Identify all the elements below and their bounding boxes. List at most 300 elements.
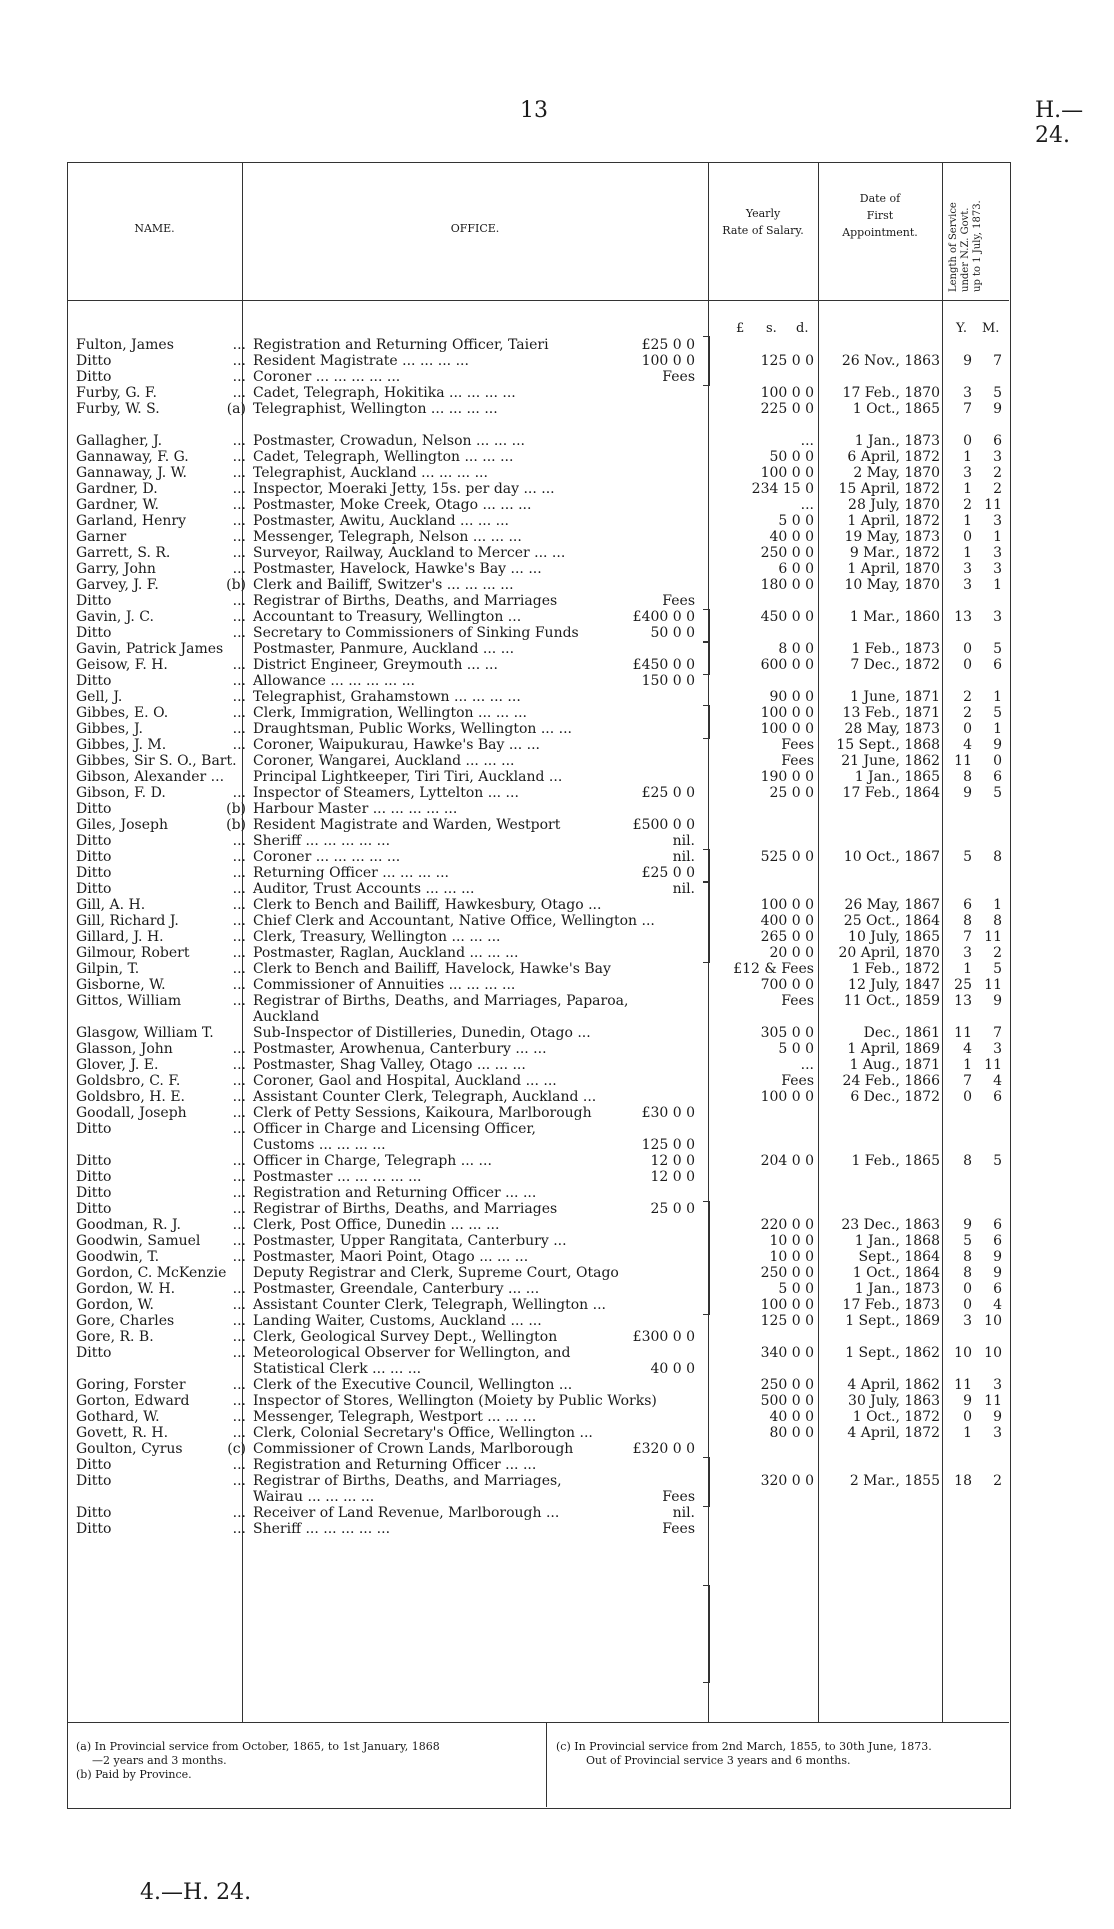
amount-cell: £300 0 0 [632,1329,695,1345]
months-cell: 9 [993,993,1002,1009]
salary-cell: 234 15 0 [751,481,814,497]
years-cell: 18 [954,1473,972,1489]
mark-cell: ... [232,1521,246,1537]
office-cell: Messenger, Telegraph, Nelson ... ... ... [253,529,522,545]
name-cell: Gavin, Patrick James [76,641,224,657]
date-cell: 1 Jan., 1865 [854,769,940,785]
date-cell: 13 Feb., 1871 [842,705,940,721]
header-date-line: First [866,209,894,222]
amount-cell: nil. [672,1505,695,1521]
date-cell: 1 Sept., 1862 [845,1345,940,1361]
amount-cell: £500 0 0 [632,817,695,833]
name-cell: Gordon, C. McKenzie [76,1265,227,1281]
office-cell: Inspector of Steamers, Lyttelton ... ... [253,785,519,801]
office-cell: Clerk of the Executive Council, Wellington ... [253,1377,573,1393]
header-service-line: under N.Z. Govt. [960,207,971,292]
years-cell: 8 [963,1249,972,1265]
salary-cell: Fees [781,737,814,753]
mark-cell: ... [232,945,246,961]
mark-cell: ... [232,545,246,561]
name-cell: Garry, John [76,561,156,577]
months-cell: 5 [993,641,1002,657]
years-cell: 9 [963,1217,972,1233]
office-cell: Postmaster, Upper Rangitata, Canterbury ... [253,1233,567,1249]
months-cell: 6 [993,1089,1002,1105]
mark-cell: ... [232,609,246,625]
unit-pence: d. [796,321,809,336]
years-cell: 6 [963,897,972,913]
date-cell: 15 Sept., 1868 [836,737,940,753]
date-cell: 1 Feb., 1872 [851,961,940,977]
date-cell: 17 Feb., 1870 [842,385,940,401]
office-cell: Landing Waiter, Customs, Auckland ... ... [253,1313,542,1329]
salary-cell: 320 0 0 [760,1473,814,1489]
office-cell: Statistical Clerk ... ... ... [253,1361,422,1377]
months-cell: 10 [984,1313,1002,1329]
date-cell: 7 Dec., 1872 [850,657,940,673]
name-cell: Gannaway, F. G. [76,449,189,465]
header-salary [708,205,818,239]
months-cell: 1 [993,897,1002,913]
header-salary-line: Yearly [745,207,781,220]
name-cell: Gothard, W. [76,1409,160,1425]
date-cell: 26 Nov., 1863 [841,353,940,369]
office-cell: Clerk, Immigration, Wellington ... ... ... [253,705,527,721]
office-cell: Auckland [253,1009,320,1025]
date-cell: 4 April, 1872 [847,1425,940,1441]
months-cell: 6 [993,1217,1002,1233]
amount-cell: 12 0 0 [650,1153,695,1169]
years-cell: 11 [954,753,972,769]
years-cell: 8 [963,1153,972,1169]
date-cell: 1 Jan., 1868 [854,1233,940,1249]
amount-cell: nil. [672,833,695,849]
years-cell: 3 [963,945,972,961]
amount-cell: 100 0 0 [641,353,695,369]
salary-cell: 5 0 0 [778,1041,814,1057]
unit-years: Y. [956,321,968,336]
mark-cell: ... [232,1313,246,1329]
name-cell: Garner [76,529,127,545]
years-cell: 8 [963,1265,972,1281]
years-cell: 0 [963,721,972,737]
name-cell: Furby, G. F. [76,385,157,401]
date-cell: 2 Mar., 1855 [849,1473,940,1489]
name-cell: Gittos, William [76,993,182,1009]
mark-cell: ... [232,1473,246,1489]
date-cell: 1 Feb., 1865 [851,1153,940,1169]
salary-cell: 10 0 0 [769,1233,814,1249]
salary-cell: 250 0 0 [760,545,814,561]
date-cell: 1 Oct., 1864 [852,1265,940,1281]
name-cell: Gisborne, W. [76,977,166,993]
name-cell: Gallagher, J. [76,433,163,449]
name-cell: Gibson, Alexander ... [76,769,225,785]
office-cell: Cadet, Telegraph, Hokitika ... ... ... ... [253,385,516,401]
months-cell: 3 [993,513,1002,529]
mark-cell: ... [232,1185,246,1201]
mark-cell: ... [232,865,246,881]
mark-cell: ... [232,1153,246,1169]
months-cell: 9 [993,1249,1002,1265]
date-cell: 1 April, 1869 [847,1041,940,1057]
office-cell: Registration and Returning Officer ... ... [253,1185,537,1201]
months-cell: 3 [993,1377,1002,1393]
months-cell: 9 [993,401,1002,417]
mark-cell: ... [232,993,246,1009]
amount-cell: Fees [662,1489,695,1505]
office-cell: Draughtsman, Public Works, Wellington ... ... [253,721,572,737]
mark-cell: ... [232,1297,246,1313]
name-cell: Ditto [76,1169,112,1185]
mark-cell: ... [232,929,246,945]
name-cell: Gibson, F. D. [76,785,166,801]
header-office: OFFICE. [450,222,500,235]
salary-cell: 204 0 0 [760,1153,814,1169]
name-cell: Govett, R. H. [76,1425,169,1441]
header-salary-line: Rate of Salary. [722,224,804,237]
salary-cell: 5 0 0 [778,513,814,529]
office-cell: Resident Magistrate and Warden, Westport [253,817,561,833]
name-cell: Ditto [76,673,112,689]
amount-cell: 25 0 0 [650,1201,695,1217]
amount-cell: £30 0 0 [641,1105,695,1121]
salary-cell: ... [800,433,814,449]
years-cell: 3 [963,465,972,481]
months-cell: 6 [993,657,1002,673]
mark-cell: (b) [226,801,246,817]
name-cell: Garvey, J. F. [76,577,159,593]
name-cell: Gannaway, J. W. [76,465,188,481]
name-cell: Gillard, J. H. [76,929,164,945]
office-cell: Coroner, Waipukurau, Hawke's Bay ... ... [253,737,540,753]
office-cell: Receiver of Land Revenue, Marlborough ... [253,1505,560,1521]
name-cell: Gavin, J. C. [76,609,154,625]
name-cell: Goldsbro, H. E. [76,1089,185,1105]
months-cell: 2 [993,1473,1002,1489]
office-cell: Clerk, Post Office, Dunedin ... ... ... [253,1217,500,1233]
date-cell: 28 May, 1873 [844,721,940,737]
office-cell: Registrar of Births, Deaths, and Marriages [253,1201,558,1217]
name-cell: Gardner, W. [76,497,159,513]
mark-cell: ... [232,1041,246,1057]
name-cell: Goodwin, T. [76,1249,160,1265]
amount-cell: Fees [662,1521,695,1537]
office-cell: Coroner, Gaol and Hospital, Auckland ... ... [253,1073,557,1089]
mark-cell: ... [232,385,246,401]
years-cell: 0 [963,1281,972,1297]
years-cell: 0 [963,529,972,545]
column-divider [818,162,819,1722]
salary-cell: 8 0 0 [778,641,814,657]
months-cell: 8 [993,913,1002,929]
salary-cell: 100 0 0 [760,1297,814,1313]
amount-cell: Fees [662,593,695,609]
office-cell: Postmaster, Maori Point, Otago ... ... ... [253,1249,529,1265]
mark-cell: (a) [226,401,246,417]
date-cell: 10 May, 1870 [844,577,940,593]
months-cell: 3 [993,1425,1002,1441]
years-cell: 10 [954,1345,972,1361]
years-cell: 1 [963,449,972,465]
salary-cell: 100 0 0 [760,721,814,737]
office-cell: Registrar of Births, Deaths, and Marriages, Paparoa, [253,993,629,1009]
months-cell: 5 [993,1153,1002,1169]
header-service [948,172,984,292]
salary-cell: £12 & Fees [733,961,814,977]
date-cell: 30 July, 1863 [848,1393,940,1409]
mark-cell: ... [232,449,246,465]
salary-cell: 10 0 0 [769,1249,814,1265]
amount-cell: 50 0 0 [650,625,695,641]
years-cell: 8 [963,769,972,785]
amount-cell: 40 0 0 [650,1361,695,1377]
months-cell: 11 [984,1393,1002,1409]
office-cell: Postmaster, Raglan, Auckland ... ... ... [253,945,519,961]
date-cell: 28 July, 1870 [848,497,940,513]
months-cell: 11 [984,497,1002,513]
office-cell: Clerk, Geological Survey Dept., Wellington [253,1329,558,1345]
name-cell: Gibbes, E. O. [76,705,169,721]
years-cell: 1 [963,513,972,529]
date-cell: 12 July, 1847 [848,977,940,993]
mark-cell: ... [232,1425,246,1441]
mark-cell: ... [232,1281,246,1297]
office-cell: Assistant Counter Clerk, Telegraph, Wellington ... [253,1297,606,1313]
office-cell: Telegraphist, Grahamstown ... ... ... ... [253,689,521,705]
months-cell: 3 [993,609,1002,625]
header-date [818,190,942,241]
months-cell: 6 [993,433,1002,449]
mark-cell: ... [232,657,246,673]
salary-cell: 600 0 0 [760,657,814,673]
office-cell: Postmaster, Havelock, Hawke's Bay ... ... [253,561,542,577]
mark-cell: ... [232,1377,246,1393]
date-cell: 1 Jan., 1873 [854,1281,940,1297]
office-cell: Registrar of Births, Deaths, and Marriages [253,593,558,609]
months-cell: 4 [993,1073,1002,1089]
office-cell: Auditor, Trust Accounts ... ... ... [253,881,475,897]
name-cell: Ditto [76,1121,112,1137]
months-cell: 3 [993,449,1002,465]
office-cell: Postmaster, Shag Valley, Otago ... ... ... [253,1057,526,1073]
office-cell: Sheriff ... ... ... ... ... [253,833,391,849]
office-cell: Officer in Charge, Telegraph ... ... [253,1153,492,1169]
document-code: H.—24. [1035,98,1084,148]
mark-cell: ... [232,849,246,865]
months-cell: 3 [993,545,1002,561]
unit-months: M. [982,321,1000,336]
date-cell: 21 June, 1862 [841,753,940,769]
brace [703,641,710,675]
date-cell: 23 Dec., 1863 [841,1217,940,1233]
name-cell: Goulton, Cyrus [76,1441,183,1457]
column-divider [942,162,943,1722]
years-cell: 2 [963,705,972,721]
office-cell: Sub-Inspector of Distilleries, Dunedin, Otago ... [253,1025,591,1041]
months-cell: 9 [993,737,1002,753]
salary-cell: 125 0 0 [760,1313,814,1329]
salary-cell: 100 0 0 [760,705,814,721]
mark-cell: ... [232,1393,246,1409]
salary-cell: 80 0 0 [769,1425,814,1441]
name-cell: Ditto [76,865,112,881]
amount-cell: £400 0 0 [632,609,695,625]
page-number: 13 [520,98,548,123]
amount-cell: Fees [662,369,695,385]
salary-cell: Fees [781,753,814,769]
name-cell: Ditto [76,1153,112,1169]
name-cell: Glover, J. E. [76,1057,159,1073]
salary-cell: 340 0 0 [760,1345,814,1361]
date-cell: 6 April, 1872 [847,449,940,465]
office-cell: Postmaster ... ... ... ... ... [253,1169,422,1185]
months-cell: 0 [993,753,1002,769]
name-cell: Ditto [76,1457,112,1473]
brace [703,609,710,643]
salary-cell: 250 0 0 [760,1265,814,1281]
office-cell: Clerk, Colonial Secretary's Office, Wellington ... [253,1425,593,1441]
footnote-c [556,1740,1004,1768]
mark-cell: ... [232,1057,246,1073]
salary-cell: 5 0 0 [778,1281,814,1297]
mark-cell: ... [232,465,246,481]
months-cell: 11 [984,1057,1002,1073]
years-cell: 9 [963,1393,972,1409]
mark-cell: ... [232,1169,246,1185]
months-cell: 1 [993,529,1002,545]
amount-cell: nil. [672,849,695,865]
months-cell: 6 [993,1281,1002,1297]
years-cell: 7 [963,401,972,417]
header-name: NAME. [134,222,175,235]
mark-cell: ... [232,1457,246,1473]
months-cell: 2 [993,465,1002,481]
office-cell: Surveyor, Railway, Auckland to Mercer ... ... [253,545,566,561]
mark-cell: ... [232,977,246,993]
date-cell: 1 Oct., 1872 [852,1409,940,1425]
salary-cell: 400 0 0 [760,913,814,929]
office-cell: Clerk, Treasury, Wellington ... ... ... [253,929,501,945]
months-cell: 10 [984,1345,1002,1361]
office-cell: Customs ... ... ... ... [253,1137,386,1153]
office-cell: Registration and Returning Officer ... ... [253,1457,537,1473]
amount-cell: £320 0 0 [632,1441,695,1457]
months-cell: 5 [993,705,1002,721]
mark-cell: ... [232,561,246,577]
date-cell: 20 April, 1870 [838,945,940,961]
office-cell: Cadet, Telegraph, Wellington ... ... ... [253,449,514,465]
name-cell: Goodman, R. J. [76,1217,181,1233]
footnote-a-line: —2 years and 3 months. [92,1754,227,1767]
name-cell: Ditto [76,1521,112,1537]
header-service-line: Length of Service [948,202,959,292]
name-cell: Ditto [76,1185,112,1201]
mark-cell: ... [232,689,246,705]
mark-cell: ... [232,1217,246,1233]
header-date-line: Date of [859,192,901,205]
office-cell: Clerk to Bench and Bailiff, Hawkesbury, Otago ... [253,897,602,913]
salary-cell: 6 0 0 [778,561,814,577]
office-cell: Assistant Counter Clerk, Telegraph, Auckland ... [253,1089,597,1105]
mark-cell: ... [232,705,246,721]
name-cell: Ditto [76,881,112,897]
date-cell: 9 Mar., 1872 [849,545,940,561]
months-cell: 9 [993,1265,1002,1281]
months-cell: 9 [993,1409,1002,1425]
mark-cell: ... [232,1073,246,1089]
years-cell: 0 [963,1409,972,1425]
name-cell: Gore, Charles [76,1313,175,1329]
mark-cell: ... [232,481,246,497]
date-cell: 10 Oct., 1867 [843,849,940,865]
name-cell: Ditto [76,833,112,849]
months-cell: 1 [993,577,1002,593]
office-cell: Resident Magistrate ... ... ... ... [253,353,469,369]
date-cell: 25 Oct., 1864 [843,913,940,929]
date-cell: 24 Feb., 1866 [842,1073,940,1089]
months-cell: 3 [993,561,1002,577]
name-cell: Gilpin, T. [76,961,140,977]
months-cell: 11 [984,977,1002,993]
date-cell: Sept., 1864 [858,1249,940,1265]
amount-cell: £450 0 0 [632,657,695,673]
mark-cell: ... [232,593,246,609]
date-cell: 1 April, 1870 [847,561,940,577]
name-cell: Gibbes, J. [76,721,143,737]
footnote-b: (b) Paid by Province. [76,1768,192,1781]
office-cell: Coroner, Wangarei, Auckland ... ... ... [253,753,515,769]
mark-cell: ... [232,1345,246,1361]
salary-cell: ... [800,497,814,513]
salary-cell: 700 0 0 [760,977,814,993]
mark-cell: ... [232,1329,246,1345]
office-cell: Wairau ... ... ... ... [253,1489,375,1505]
footnote-divider [546,1722,547,1807]
unit-pounds: £ [736,321,745,336]
office-cell: Messenger, Telegraph, Westport ... ... ... [253,1409,537,1425]
years-cell: 2 [963,689,972,705]
date-cell: 1 Sept., 1869 [845,1313,940,1329]
years-cell: 1 [963,961,972,977]
date-cell: 11 Oct., 1859 [843,993,940,1009]
mark-cell: ... [232,337,246,353]
name-cell: Gorton, Edward [76,1393,190,1409]
office-cell: Coroner ... ... ... ... ... [253,369,401,385]
office-cell: Clerk and Bailiff, Switzer's ... ... ... ... [253,577,514,593]
amount-cell: £25 0 0 [641,785,695,801]
salary-cell: 50 0 0 [769,449,814,465]
date-cell: 1 June, 1871 [850,689,940,705]
name-cell: Gore, R. B. [76,1329,154,1345]
years-cell: 0 [963,433,972,449]
office-cell: Officer in Charge and Licensing Officer, [253,1121,536,1137]
date-cell: 10 July, 1865 [848,929,940,945]
amount-cell: £25 0 0 [641,865,695,881]
years-cell: 3 [963,577,972,593]
brace [703,705,710,739]
salary-cell: 450 0 0 [760,609,814,625]
months-cell: 1 [993,689,1002,705]
mark-cell: ... [232,961,246,977]
date-cell: 1 Jan., 1873 [854,433,940,449]
office-cell: Returning Officer ... ... ... ... [253,865,450,881]
name-cell: Ditto [76,849,112,865]
name-cell: Furby, W. S. [76,401,160,417]
salary-cell: 190 0 0 [760,769,814,785]
months-cell: 4 [993,1297,1002,1313]
office-cell: Postmaster, Moke Creek, Otago ... ... ... [253,497,532,513]
